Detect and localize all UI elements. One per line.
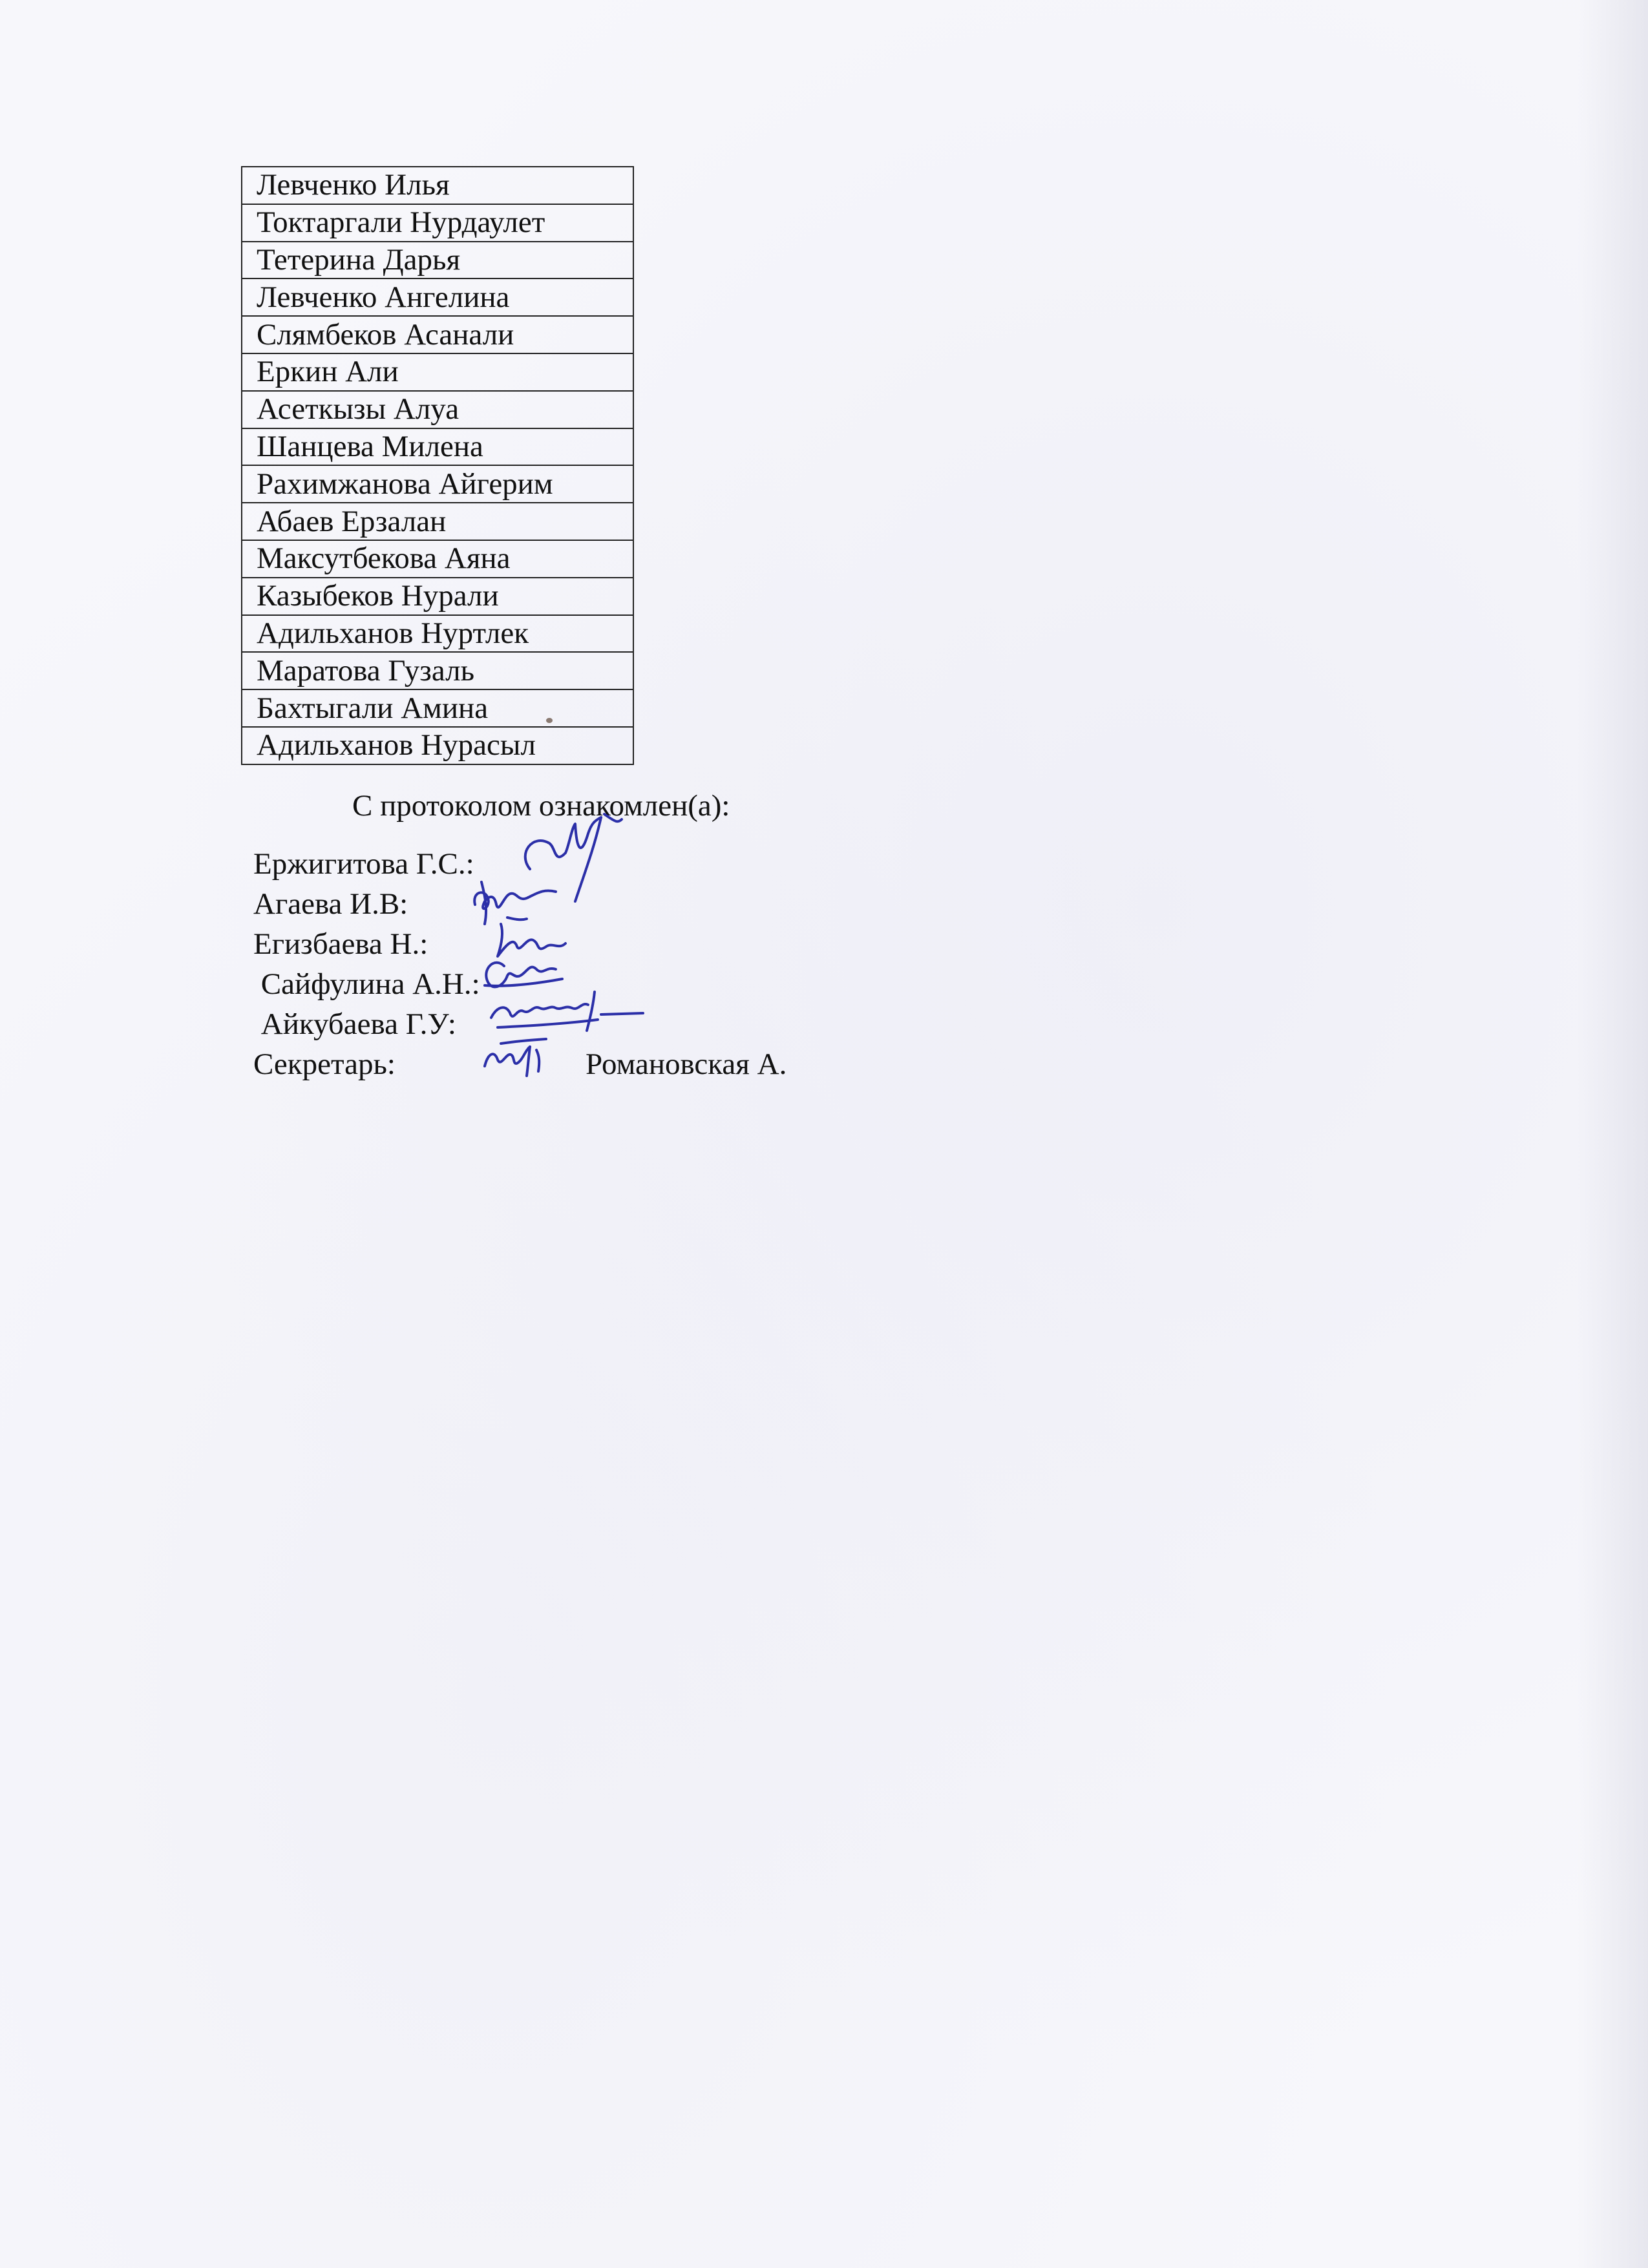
name-cell: Адильханов Нуртлек [242, 615, 633, 653]
name-cell: Левченко Ангелина [242, 278, 633, 316]
table-row [242, 316, 633, 353]
signatory-line: Айкубаева Г.У: [253, 1007, 456, 1041]
name-cell: Шанцева Милена [242, 428, 633, 466]
table-row [242, 428, 633, 466]
signatory-line: Егизбаева Н.: [253, 927, 428, 961]
acknowledgement-heading: С протоколом ознакомлен(а): [352, 789, 730, 823]
name-cell: Слямбеков Асанали [242, 316, 633, 353]
name-cell: Казыбеков Нурали [242, 578, 633, 615]
names-table [241, 166, 634, 765]
page-edge-shadow [1577, 0, 1648, 2268]
name-cell: Тетерина Дарья [242, 242, 633, 279]
name-cell: Бахтыгали Амина [242, 689, 633, 727]
paper-speck [546, 718, 553, 723]
table-row [242, 727, 633, 764]
table-row [242, 540, 633, 578]
name-cell: Асеткызы Алуа [242, 391, 633, 428]
table-row [242, 503, 633, 540]
name-cell: Адильханов Нурасыл [242, 727, 633, 764]
table-row [242, 353, 633, 391]
name-cell: Абаев Ерзалан [242, 503, 633, 540]
name-cell: Маратова Гузаль [242, 652, 633, 689]
secretary-name: Романовская А. [586, 1047, 787, 1081]
signatory-line: Ержигитова Г.С.: [253, 847, 474, 881]
table-row [242, 578, 633, 615]
table-row [242, 242, 633, 279]
secretary-label: Секретарь: [253, 1047, 396, 1081]
table-row [242, 204, 633, 242]
name-cell: Левченко Илья [242, 167, 633, 204]
table-row [242, 465, 633, 503]
name-cell: Максутбекова Аяна [242, 540, 633, 578]
name-cell: Еркин Али [242, 353, 633, 391]
table-row [242, 615, 633, 653]
table-row [242, 278, 633, 316]
signatory-line: Сайфулина А.Н.: [253, 967, 480, 1001]
name-cell: Рахимжанова Айгерим [242, 465, 633, 503]
table-row [242, 391, 633, 428]
table-row [242, 167, 633, 204]
table-row [242, 652, 633, 689]
signature-romanovskaya [475, 1027, 572, 1086]
table-row [242, 689, 633, 727]
signatory-line: Агаева И.В: [253, 887, 408, 921]
name-cell: Токтаргали Нурдаулет [242, 204, 633, 242]
